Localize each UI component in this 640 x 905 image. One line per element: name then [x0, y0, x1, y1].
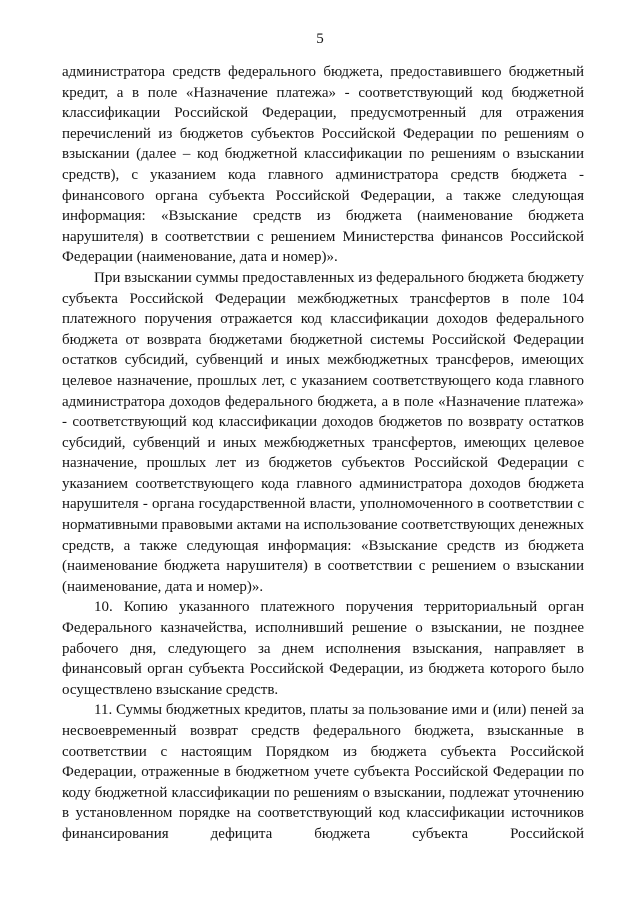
paragraph-continuation: администратора средств федерального бюджета, предоставившего бюджетный кредит, а в поле «Назначение платежа» - соответствующий код бюджетной классификации Российской Федерации, предусмотренный для отражения перечислений из бюджетов субъектов Российской Федерации по решениям о взыскании (далее – код бюджетной классификации по решениям о взыскании средств), с указанием кода главного администратора средств бюджета - финансового органа субъекта Российской Федерации, а также следующая информация: «Взыскание средств из бюджета (наименование бюджета нарушителя) в соответствии с решением Министерства финансов Российской Федерации (наименование, дата и номер)». — [62, 64, 584, 266]
document-body — [62, 62, 584, 845]
paragraph-item-10: 10. Копию указанного платежного поручения территориальный орган Федерального казначейства, исполнивший решение о взыскании, не позднее рабочего дня, следующего за днем исполнения взыскания, направляет в финансовый орган субъекта Российской Федерации, из бюджета которого было осуществлено взыскание средств. — [62, 599, 584, 698]
page-number: 5 — [316, 31, 324, 47]
paragraph-item-11: 11. Суммы бюджетных кредитов, платы за пользование ими и (или) пеней за несвоевременный возврат средств федерального бюджета, взысканные в соответствии с настоящим Порядком из бюджета субъекта Российской Федерации, отраженные в бюджетном учете субъекта Российской Федерации по коду бюджетной классификации по решениям о взыскании, подлежат уточнению в установленном порядке на соответствующий код классификации источников финансирования дефицита бюджета субъекта Российской — [62, 702, 584, 842]
paragraph-transfers: При взыскании суммы предоставленных из федерального бюджета бюджету субъекта Российской Федерации межбюджетных трансфертов в поле 104 платежного поручения отражается код классификации доходов федерального бюджета от возврата бюджетами бюджетной системы Российской Федерации остатков субсидий, субвенций и иных межбюджетных трансферов, имеющих целевое назначение, прошлых лет, с указанием соответствующего кода главного администратора доходов федерального бюджета, а в поле «Назначение платежа» - соответствующий код классификации доходов бюджетов по возврату остатков субсидий, субвенций и иных межбюджетных трансфертов, имеющих целевое назначение, прошлых лет из бюджетов субъектов Российской Федерации с указанием соответствующего кода главного администратора доходов бюджета нарушителя - органа государственной власти, уполномоченного в соответствии с нормативными правовыми актами на использование соответствующих денежных средств, а также следующая информация: «Взыскание средств из бюджета (наименование бюджета нарушителя) в соответствии с решением о взыскании (наименование, дата и номер)». — [62, 269, 584, 595]
